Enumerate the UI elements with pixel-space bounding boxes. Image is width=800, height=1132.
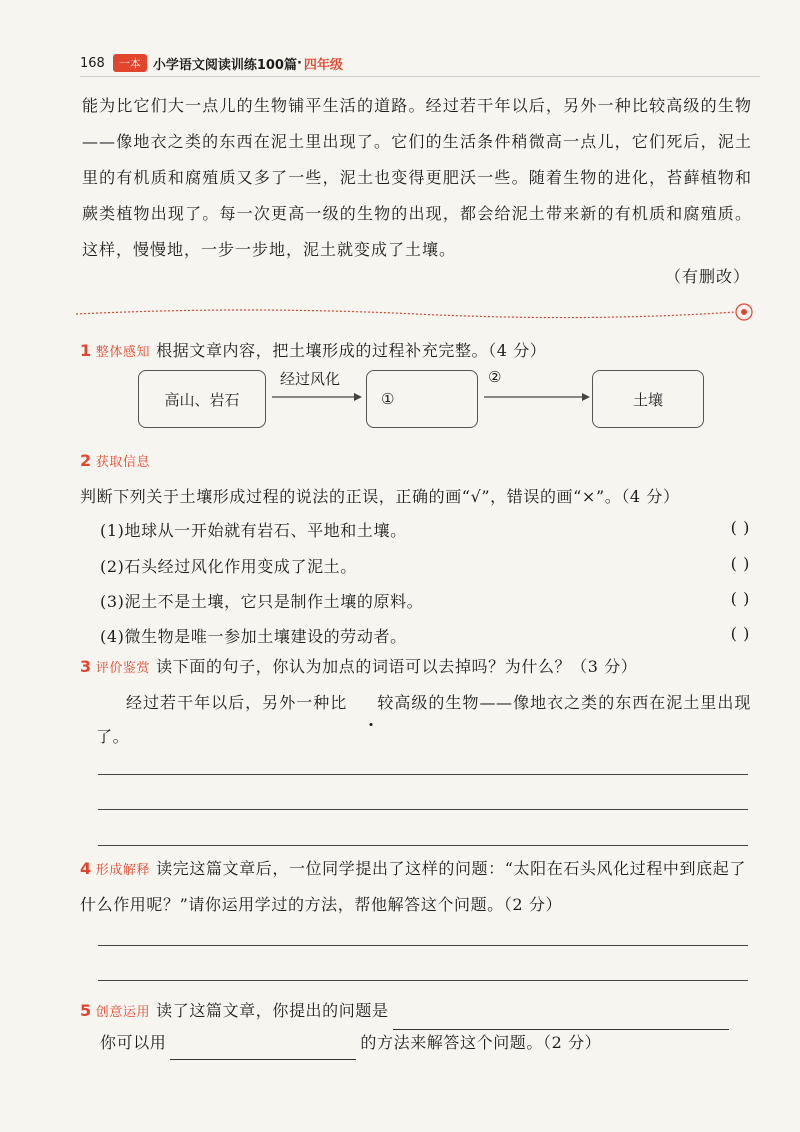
judgment-item-4 [100,624,750,647]
answer-line[interactable] [98,845,748,846]
question-number: 3 [80,657,92,676]
answer-line[interactable] [98,809,748,810]
question-tag: 获取信息 [95,455,151,470]
answer-line[interactable] [98,774,748,775]
question-text: 判断下列关于土壤形成过程的说法的正误，正确的画“√”，错误的画“×”。（4 分） [80,487,680,506]
flow-box-rock: 高山、岩石 [138,370,266,428]
question-text: 读下面的句子，你认为加点的词语可以去掉吗？为什么？（3 分） [156,657,638,676]
question-number: 2 [80,451,92,470]
question-number: 1 [80,341,92,360]
flow-arrow-1 [270,390,362,404]
question-text: 的方法来解答这个问题。（2 分） [360,1033,602,1052]
page-number: 168 [80,55,105,71]
header-divider [80,76,760,77]
brand-logo: 一本 [113,54,147,72]
quote-text: 经过若干年以后，另外一种比 [126,693,348,712]
grade-label: 四年级 [303,57,343,73]
question-number: 5 [80,1001,92,1020]
answer-line[interactable] [98,980,748,981]
page-header [80,52,343,74]
question-tag: 评价鉴赏 [95,661,151,676]
soil-formation-flow [138,370,708,430]
passage-source-note: （有删改） [664,267,750,286]
question-tag: 创意运用 [95,1005,151,1020]
flow-box-blank-1[interactable]: ① [366,370,478,428]
question-text: 根据文章内容，把土壤形成的过程补充完整。（4 分） [156,341,547,360]
question-3 [80,650,750,686]
section-wave-divider [76,300,756,324]
quoted-sentence [96,686,751,754]
judgment-item-2 [100,554,750,577]
answer-parentheses[interactable]: ( ) [730,589,750,608]
answer-parentheses[interactable]: ( ) [730,624,750,643]
judgment-text: (3)泥土不是土壤，它只是制作土壤的原料。 [100,592,424,611]
question-5-line-2 [100,1026,750,1060]
question-2 [80,444,750,514]
series-title: 小学语文阅读训练100篇 [152,57,297,73]
flow-arrow-label-2: ② [488,368,502,386]
dotted-word: 较 [347,686,394,720]
question-5 [80,994,750,1030]
title-separator: · [296,55,302,71]
quote-text: 高级的生物——像地衣之类的东西在泥土里出现了。 [96,693,751,746]
question-4 [80,852,750,922]
question-tag: 整体感知 [95,345,151,360]
question-number: 4 [80,859,92,878]
judgment-text: (1)地球从一开始就有岩石、平地和土壤。 [100,521,407,540]
flow-arrow-2 [482,390,590,404]
judgment-text: (4)微生物是唯一参加土壤建设的劳动者。 [100,627,407,646]
question-1 [80,334,750,370]
question-tag: 形成解释 [95,863,151,878]
answer-parentheses[interactable]: ( ) [730,554,750,573]
judgment-item-1 [100,518,750,541]
flow-arrow-label-1: 经过风化 [280,370,341,388]
flow-box-soil: 土壤 [592,370,704,428]
passage-text: 能为比它们大一点儿的生物铺平生活的道路。经过若干年以后，另外一种比较高级的生物——像地衣之类的东西在泥土里出现了。它们的生活条件稍微高一点儿，它们死后，泥土里的有机质和腐殖质又多了一些，泥土也变得更肥沃一些。随着生物的进化，苔藓植物和蕨类植物出现了。每一次更高一级的生物的出现，都会给泥土带来新的有机质和腐殖质。这样，慢慢地，一步一步地，泥土就变成了土壤。 [82,96,752,259]
question-text: 读完这篇文章后，一位同学提出了这样的问题：“太阳在石头风化过程中到底起了什么作用呢？”请你运用学过的方法，帮他解答这个问题。（2 分） [80,859,746,914]
answer-line[interactable] [98,945,748,946]
judgment-item-3 [100,589,750,612]
judgment-text: (2)石头经过风化作用变成了泥土。 [100,557,357,576]
question-text: 你可以用 [100,1033,167,1052]
method-blank[interactable] [170,1041,356,1060]
question-text: 读了这篇文章，你提出的问题是 [156,1001,389,1020]
answer-parentheses[interactable]: ( ) [730,518,750,537]
